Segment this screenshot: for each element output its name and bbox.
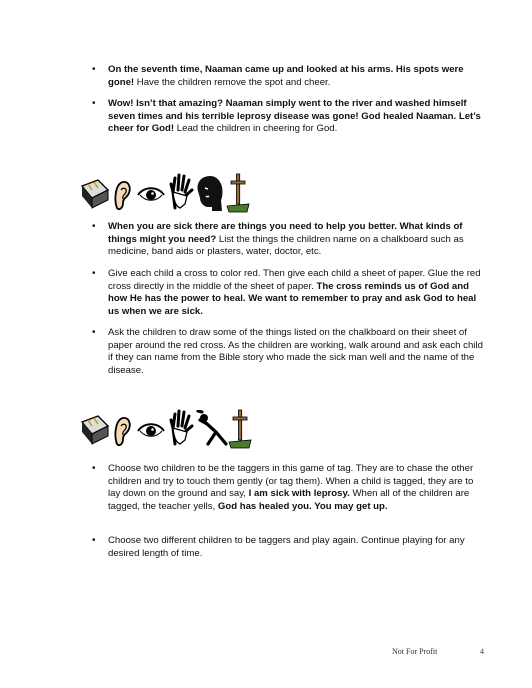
eye-icon xyxy=(136,184,166,206)
bold-text: I am sick with leprosy. xyxy=(248,488,350,500)
senses-icon-row-2 xyxy=(80,408,260,452)
bullet-tag-game xyxy=(108,463,486,513)
instruction-text: List the things the children name on a chalkboard such as medicine, band aids or plasters, water, doctor, etc. xyxy=(108,233,464,258)
instruction-text: When all of the children are tagged, the teacher yells, xyxy=(108,488,470,512)
bold-text: On the seventh time, Naaman came up and looked at his arms. His spots were gone! xyxy=(108,64,464,88)
bold-text: The cross reminds us of God and how He has the power to heal. We want to remember to pray and ask God to heal us when we are sick. xyxy=(108,280,477,317)
instruction-text: Lead the children in cheering for God. xyxy=(174,123,338,135)
instruction-text: Have the children remove the spot and cheer. xyxy=(134,76,331,88)
ear-icon xyxy=(112,414,132,448)
stretching-person-icon xyxy=(196,410,228,448)
bold-text: When you are sick there are things you need to help you better. What kinds of things might you need? xyxy=(108,221,463,245)
instruction-text: Choose two children to be the taggers in this game of tag. They are to chase the other children and try to touch them gently (or tag them). When a child is tagged, they are to lay down on the ground and say, xyxy=(108,463,474,500)
instruction-text: Choose two different children to be taggers and play again. Continue playing for any desired length of time. xyxy=(108,535,465,559)
bible-icon xyxy=(80,414,110,448)
bullet-play-again xyxy=(108,535,486,560)
instruction-text: Ask the children to draw some of the things listed on the chalkboard on their sheet of paper around the red cross. As the children are working, walk around and ask each child if they can name from the Bible story who made the sick man well and the name of the disease. xyxy=(108,327,483,376)
bold-text: Wow! Isn’t that amazing? Naaman simply went to the river and washed himself seven times and his terrible leprosy disease was gone! God healed Naaman. Let’s cheer for God! xyxy=(108,98,481,135)
bullet-naaman-seventh-time xyxy=(108,64,486,89)
head-profile-icon xyxy=(194,174,224,212)
bullet-draw-things xyxy=(108,327,486,377)
ear-icon xyxy=(112,178,132,212)
bullet-things-you-need xyxy=(108,221,486,259)
bible-icon xyxy=(80,178,110,212)
hand-icon xyxy=(168,408,194,446)
senses-icon-row xyxy=(80,172,260,216)
cross-icon xyxy=(228,408,252,450)
bullet-cheer-for-god xyxy=(108,98,486,136)
page-number: 4 xyxy=(480,647,484,656)
instruction-text: Give each child a cross to color red. Then give each child a sheet of paper. Glue the red cross directly in the middle of the sheet of paper. xyxy=(108,268,481,292)
footer-note: Not For Profit xyxy=(392,647,438,656)
hand-icon xyxy=(168,172,194,210)
cross-icon xyxy=(226,172,250,214)
bullet-red-cross-activity xyxy=(108,268,486,318)
eye-icon xyxy=(136,420,166,442)
bold-text: God has healed you. You may get up. xyxy=(217,500,388,512)
